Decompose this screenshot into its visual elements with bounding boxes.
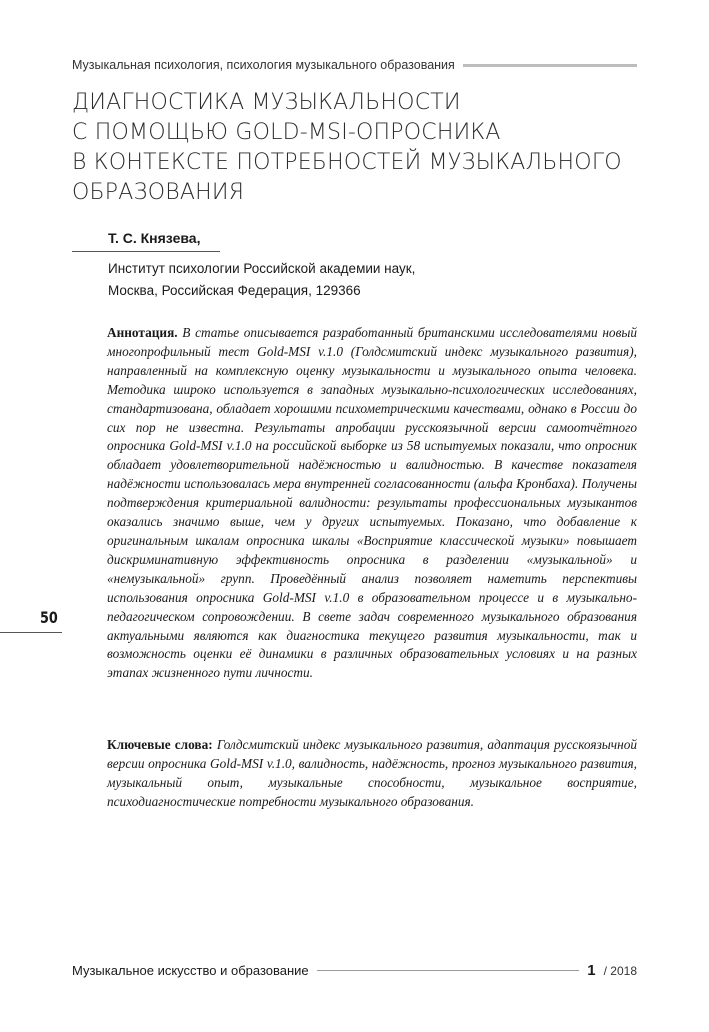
title-line: ОБРАЗОВАНИЯ bbox=[72, 180, 245, 205]
author-rule bbox=[72, 251, 220, 252]
title-line: ДИАГНОСТИКА МУЗЫКАЛЬНОСТИ bbox=[72, 90, 461, 115]
issue-number: 1 bbox=[587, 962, 596, 979]
title-line: С ПОМОЩЬЮ GOLD-MSI-ОПРОСНИКА bbox=[72, 120, 501, 145]
page-number: 50 bbox=[40, 608, 58, 627]
page-number-rule bbox=[0, 632, 62, 633]
footer-rule bbox=[317, 970, 580, 971]
author-name: Т. С. Князева, bbox=[108, 230, 201, 246]
article-title bbox=[72, 88, 672, 208]
section-title: Музыкальная психология, психология музыкального образования bbox=[72, 58, 455, 72]
abstract-text: В статье описывается разработанный британскими исследователями новый многопрофильный тест Gold-MSI v.1.0 (Голдсмитский индекс музыкального развития), направленный на комплексную оценку музыкальности и музыкального опыта человека. Методика широко используется в западных музыкально-психологических исследованиях, стандартизована, обладает хорошими психометрическими качествами, однако в России до сих пор не известна. Результаты апробации русскоязычной версии самоотчётного опросника Gold-MSI v.1.0 на российской выборке из 58 испытуемых показали, что опросник обладает удовлетворительной надёжностью и валидностью. В качестве показателя надёжности использовалась мера внутренней согласованности (альфа Кронбаха). Получены подтверждения критериальной валидности: результаты профессиональных музыкантов оказались значимо выше, чем у других испытуемых. Показано, что добавление к оригинальным шкалам опросника шкалы «Восприятие классической музыки» повышает дискриминативную эффективность опросника в разделении «музыкальной» и «немузыкальной» групп. Проведённый анализ позволяет наметить перспективы использования опросника Gold-MSI v.1.0 в образовательном процессе и в музыкально-педагогическом сопровождении. В свете задач современного музыкального образования актуальными являются как диагностика текущего развития музыкальности, так и возможность оценки её динамики в различных образовательных условиях и на разных этапах жизненного пути личности. bbox=[107, 325, 637, 681]
issue-year: / 2018 bbox=[603, 963, 637, 978]
abstract bbox=[107, 324, 637, 683]
affiliation-line: Москва, Российская Федерация, 129366 bbox=[108, 283, 361, 298]
title-line: В КОНТЕКСТЕ ПОТРЕБНОСТЕЙ МУЗЫКАЛЬНОГО bbox=[72, 150, 622, 175]
affiliation bbox=[108, 258, 415, 302]
journal-name: Музыкальное искусство и образование bbox=[72, 963, 309, 978]
header-rule bbox=[463, 64, 637, 67]
keywords bbox=[107, 736, 637, 812]
keywords-text: Голдсмитский индекс музыкального развития, адаптация русскоязычной версии опросника Gold-MSI v.1.0, валидность, надёжность, прогноз музыкального развития, музыкальный опыт, музыкальные способности, музыкальное восприятие, психодиагностические потребности музыкального образования. bbox=[107, 737, 638, 809]
section-header bbox=[72, 58, 637, 72]
footer bbox=[72, 962, 637, 979]
abstract-label: Аннотация. bbox=[107, 325, 178, 340]
keywords-label: Ключевые слова: bbox=[107, 737, 213, 752]
affiliation-line: Институт психологии Российской академии наук, bbox=[108, 261, 416, 276]
